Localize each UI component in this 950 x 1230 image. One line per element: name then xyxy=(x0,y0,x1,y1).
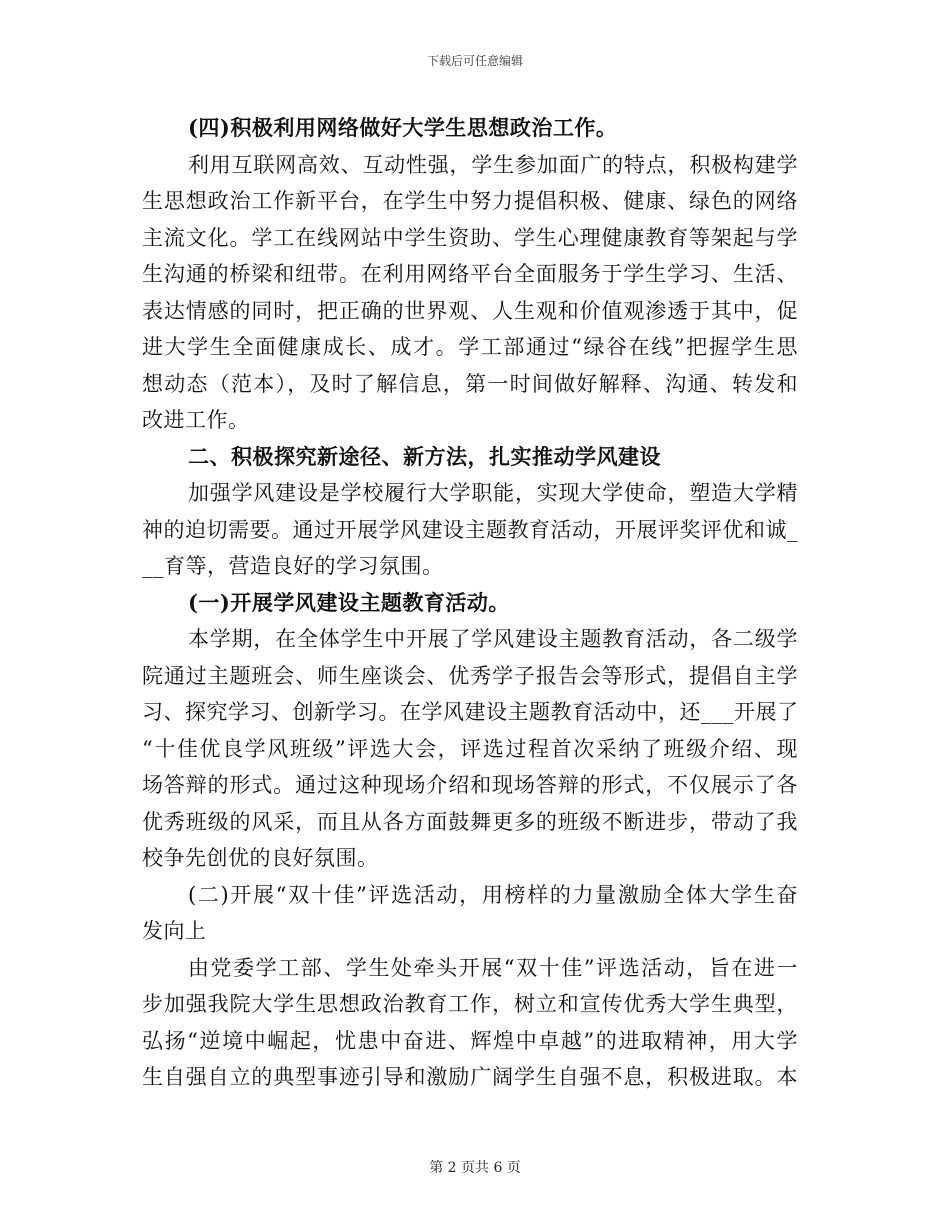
body-text-line: “十佳优良学风班级”评选大会，评选过程首次采纳了班级介绍、现 xyxy=(142,736,798,761)
body-text-line: 加强学风建设是学校履行大学职能，实现大学使命，塑造大学精 xyxy=(188,481,798,505)
body-text-line: 本学期，在全体学生中开展了学风建设主题教育活动，各二级学 xyxy=(188,627,798,651)
body-text-line: 步加强我院大学生思想政治教育工作，树立和宣传优秀大学生典型， xyxy=(142,992,798,1016)
body-text-line: 主流文化。学工在线网站中学生资助、学生心理健康教育等架起与学 xyxy=(142,225,798,250)
body-text-line: 校争先创优的良好氛围。 xyxy=(142,846,379,870)
section-heading-line: (四)积极利用网络做好大学生思想政治工作。 xyxy=(188,115,618,140)
body-text-line: 生沟通的桥梁和纽带。在利用网络平台全面服务于学生学习、生活、 xyxy=(142,262,798,286)
body-text-line: 习、探究学习、创新学习。在学风建设主题教育活动中，还___开展了 xyxy=(142,700,798,724)
body-text-line: 发向上 xyxy=(142,919,207,943)
body-text-line: 利用互联网高效、互动性强，学生参加面广的特点，积极构建学 xyxy=(188,152,798,177)
body-text-line: 生思想政治工作新平台，在学生中努力提倡积极、健康、绿色的网络 xyxy=(142,189,798,213)
page-footer: 第 2 页共 6 页 xyxy=(429,1160,521,1176)
body-text-line: 优秀班级的风采，而且从各方面鼓舞更多的班级不断进步，带动了我 xyxy=(142,809,798,834)
body-text-line: 弘扬“逆境中崛起，忧患中奋进、辉煌中卓越”的进取精神，用大学 xyxy=(142,1028,798,1053)
body-text-line: __育等，营造良好的学习氛围。 xyxy=(142,554,444,578)
body-text-line: 神的迫切需要。通过开展学风建设主题教育活动，开展评奖评优和诚_ xyxy=(142,517,798,542)
body-text-line: 进大学生全面健康成长、成才。学工部通过“绿谷在线”把握学生思 xyxy=(142,335,798,359)
body-text-line: 想动态（范本），及时了解信息，第一时间做好解释、沟通、转发和 xyxy=(142,371,798,396)
body-text-line: 生自强自立的典型事迹引导和激励广阔学生自强不息，积极进取。本 xyxy=(142,1065,798,1089)
body-text-line: 表达情感的同时，把正确的世界观、人生观和价值观渗透于其中，促 xyxy=(142,298,798,323)
section-heading-line: 二、积极探究新途径、新方法，扎实推动学风建设 xyxy=(188,443,661,469)
body-text-line: 院通过主题班会、师生座谈会、优秀学子报告会等形式，提倡自主学 xyxy=(142,663,798,688)
body-text-line: 场答辩的形式。通过这种现场介绍和现场答辩的形式，不仅展示了各 xyxy=(142,773,798,797)
page-header: 下载后可任意编辑 xyxy=(426,54,523,68)
document-body xyxy=(142,110,798,1096)
body-text-line: (二)开展“双十佳”评选活动，用榜样的力量激励全体大学生奋 xyxy=(188,882,798,907)
body-text-line: 由党委学工部、学生处牵头开展“双十佳”评选活动，旨在进一 xyxy=(188,955,798,980)
body-text-line: 改进工作。 xyxy=(142,408,250,432)
section-heading-line: (一)开展学风建设主题教育活动。 xyxy=(188,589,510,615)
